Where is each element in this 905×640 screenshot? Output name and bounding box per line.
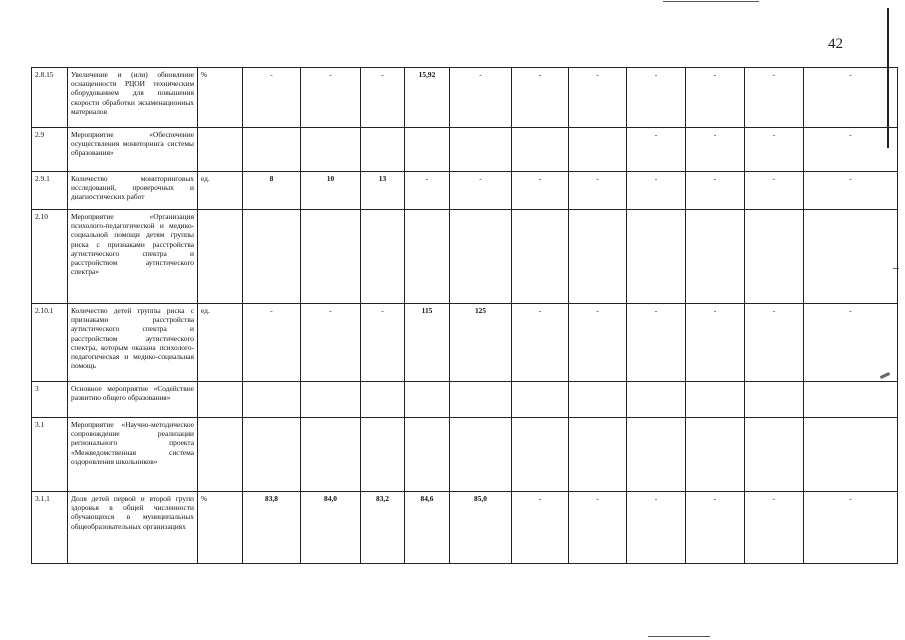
table-row <box>32 492 898 564</box>
value-cell <box>627 382 686 418</box>
row-description: Количество мониторинговых исследований, проверочных и диагностических работ <box>68 172 198 210</box>
value-cell <box>361 210 405 304</box>
value-cell: - <box>627 128 686 172</box>
row-unit: ед. <box>198 172 243 210</box>
value-cell <box>450 382 512 418</box>
value-cell: 8 <box>243 172 301 210</box>
value-cell <box>301 418 361 492</box>
row-number: 3.1 <box>32 418 68 492</box>
row-unit: ед. <box>198 304 243 382</box>
value-cell <box>301 382 361 418</box>
row-description: Мероприятие «Обеспечение осуществления мониторинга системы образования» <box>68 128 198 172</box>
row-description: Количество детей группы риска с признаками расстройства аутистического спектра и расстройством аутистического спектра, которым оказана психолого-педагогическая и медико-социальная помощь <box>68 304 198 382</box>
value-cell: - <box>301 68 361 128</box>
table-row <box>32 172 898 210</box>
row-description: Увеличение и (или) обновление оснащенности РЦОИ техническим оборудованием для повышения скорости обработки экзаменационных материалов <box>68 68 198 128</box>
table-row <box>32 382 898 418</box>
row-description: Мероприятие «Организация психолого-педагогической и медико-социальной помощи детям группы риска с признаками расстройства аутистического спектра и расстройством аутистического спектра» <box>68 210 198 304</box>
row-description: Доля детей первой и второй групп здоровья в общей численности обучающихся в муниципальных общеобразовательных организациях <box>68 492 198 564</box>
table-row <box>32 68 898 128</box>
value-cell: - <box>450 172 512 210</box>
value-cell: - <box>243 68 301 128</box>
row-unit: % <box>198 68 243 128</box>
value-cell <box>301 128 361 172</box>
value-cell: - <box>627 172 686 210</box>
top-rule <box>663 1 759 2</box>
row-unit: % <box>198 492 243 564</box>
value-cell: - <box>745 128 804 172</box>
value-cell <box>450 210 512 304</box>
table-row <box>32 418 898 492</box>
value-cell <box>405 418 450 492</box>
row-number: 2.9 <box>32 128 68 172</box>
value-cell <box>450 418 512 492</box>
value-cell <box>745 418 804 492</box>
value-cell <box>569 128 627 172</box>
value-cell: 15,92 <box>405 68 450 128</box>
value-cell: - <box>686 492 745 564</box>
value-cell <box>627 210 686 304</box>
value-cell: - <box>361 68 405 128</box>
indicators-table <box>31 67 898 564</box>
value-cell <box>512 128 569 172</box>
table-row <box>32 210 898 304</box>
value-cell <box>450 128 512 172</box>
value-cell <box>361 382 405 418</box>
row-number: 2.10 <box>32 210 68 304</box>
value-cell: - <box>745 304 804 382</box>
row-unit <box>198 210 243 304</box>
value-cell: - <box>512 172 569 210</box>
value-cell: 83,8 <box>243 492 301 564</box>
value-cell: - <box>569 492 627 564</box>
row-number: 3.1.1 <box>32 492 68 564</box>
value-cell <box>243 128 301 172</box>
value-cell: - <box>243 304 301 382</box>
value-cell: - <box>627 492 686 564</box>
value-cell <box>686 210 745 304</box>
value-cell: - <box>405 172 450 210</box>
value-cell: - <box>569 68 627 128</box>
value-cell: - <box>627 304 686 382</box>
value-cell: 13 <box>361 172 405 210</box>
value-cell <box>301 210 361 304</box>
value-cell <box>512 382 569 418</box>
value-cell: 125 <box>450 304 512 382</box>
value-cell <box>243 382 301 418</box>
value-cell <box>512 418 569 492</box>
value-cell: - <box>450 68 512 128</box>
value-cell: - <box>686 304 745 382</box>
value-cell <box>686 382 745 418</box>
value-cell: - <box>745 172 804 210</box>
value-cell <box>569 382 627 418</box>
value-cell: - <box>569 304 627 382</box>
value-cell <box>804 418 898 492</box>
value-cell <box>627 418 686 492</box>
value-cell: - <box>569 172 627 210</box>
value-cell: 10 <box>301 172 361 210</box>
value-cell <box>361 418 405 492</box>
row-unit <box>198 418 243 492</box>
value-cell <box>405 128 450 172</box>
value-cell <box>804 210 898 304</box>
value-cell <box>361 128 405 172</box>
value-cell: - <box>745 492 804 564</box>
value-cell <box>804 382 898 418</box>
value-cell <box>745 210 804 304</box>
value-cell: - <box>301 304 361 382</box>
value-cell: 84,0 <box>301 492 361 564</box>
value-cell: - <box>804 172 898 210</box>
page-number: 42 <box>828 36 843 52</box>
value-cell <box>405 382 450 418</box>
value-cell: 84,6 <box>405 492 450 564</box>
row-unit <box>198 382 243 418</box>
value-cell: - <box>686 172 745 210</box>
bottom-rule <box>648 636 710 637</box>
row-description: Мероприятие «Научно-методическое сопровождение реализации регионального проекта «Межведомственная система оздоровления школьников» <box>68 418 198 492</box>
value-cell: - <box>804 128 898 172</box>
value-cell: - <box>627 68 686 128</box>
value-cell: - <box>361 304 405 382</box>
value-cell <box>243 418 301 492</box>
value-cell <box>569 210 627 304</box>
value-cell: - <box>745 68 804 128</box>
value-cell <box>243 210 301 304</box>
table-row <box>32 304 898 382</box>
value-cell: - <box>804 304 898 382</box>
value-cell <box>745 382 804 418</box>
row-number: 3 <box>32 382 68 418</box>
value-cell: 85,0 <box>450 492 512 564</box>
value-cell: - <box>512 492 569 564</box>
row-unit <box>198 128 243 172</box>
value-cell: - <box>686 68 745 128</box>
value-cell: - <box>686 128 745 172</box>
value-cell <box>686 418 745 492</box>
value-cell: - <box>512 304 569 382</box>
row-number: 2.10.1 <box>32 304 68 382</box>
value-cell <box>569 418 627 492</box>
table-row <box>32 128 898 172</box>
value-cell: - <box>804 492 898 564</box>
row-number: 2.8.15 <box>32 68 68 128</box>
value-cell <box>405 210 450 304</box>
value-cell <box>512 210 569 304</box>
value-cell: 115 <box>405 304 450 382</box>
value-cell: - <box>804 68 898 128</box>
row-description: Основное мероприятие «Содействие развитию общего образования» <box>68 382 198 418</box>
row-number: 2.9.1 <box>32 172 68 210</box>
value-cell: 83,2 <box>361 492 405 564</box>
value-cell: - <box>512 68 569 128</box>
